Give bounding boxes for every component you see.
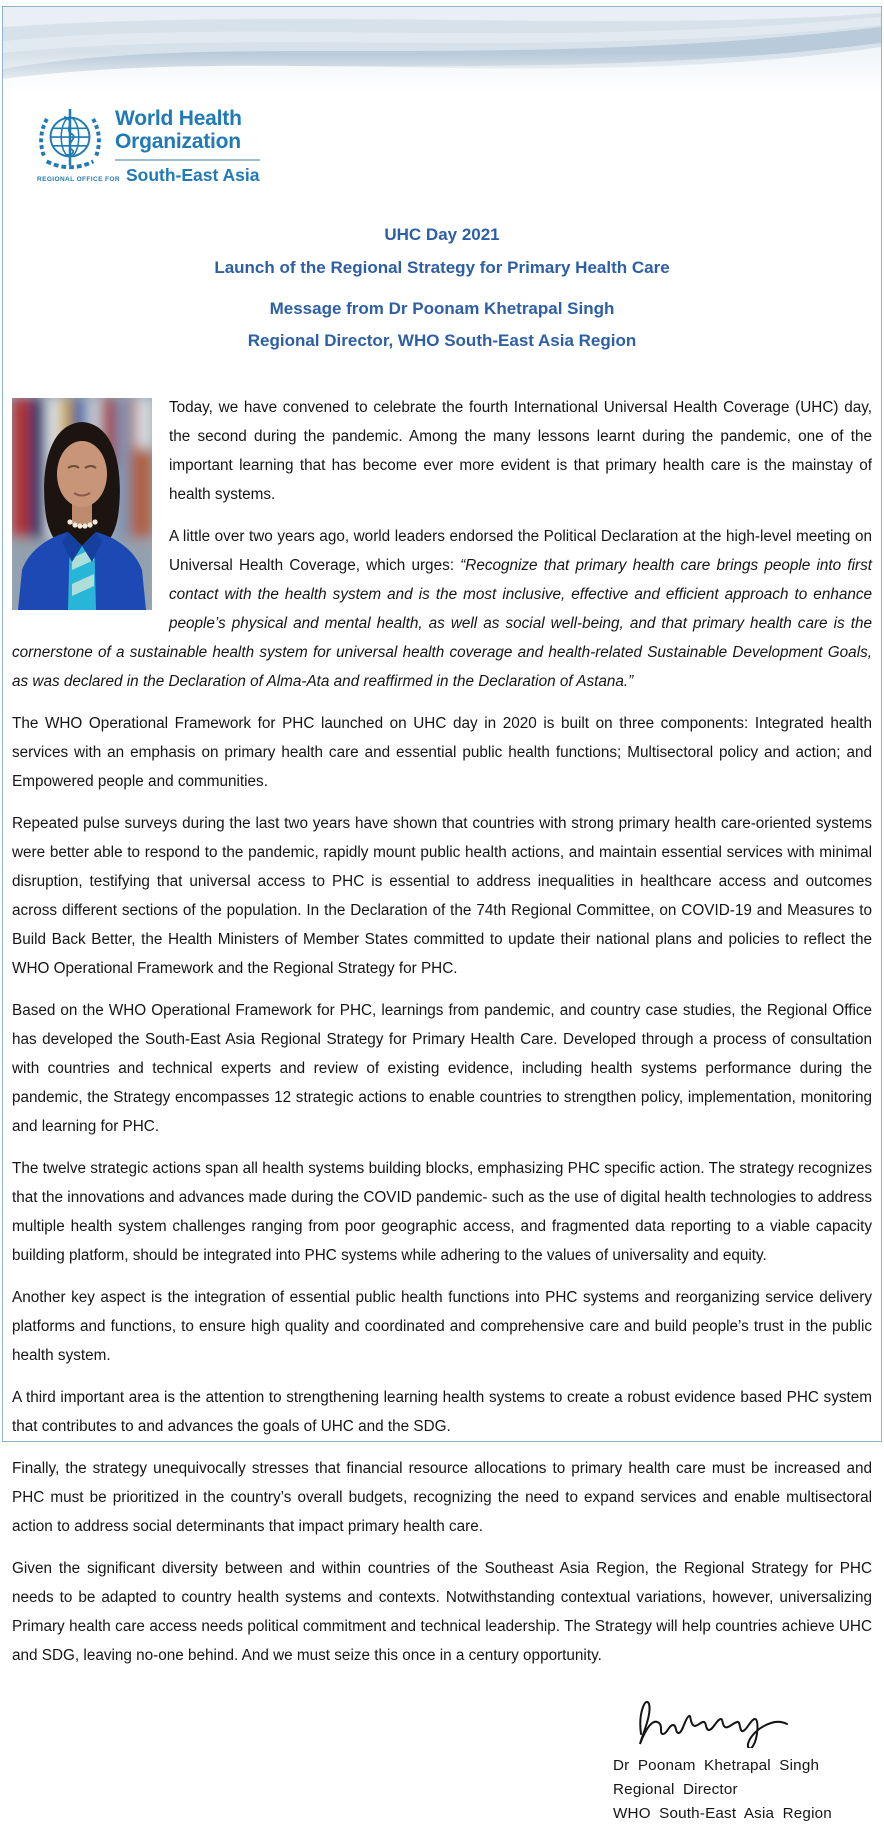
decorative-wave-banner (3, 7, 881, 95)
letter-sheet (2, 6, 882, 1442)
message-paragraph-9: Finally, the strategy unequivocally stresses that financial resource allocations to primary health care must be increased and PHC must be prioritized in the country’s overall budgets, recognizing the need to expand services and enable multisectoral action to address social determinants that impact primary health care. (12, 1454, 872, 1541)
message-paragraph-6: The twelve strategic actions span all health systems building blocks, emphasizing PHC specific action. The strategy recognizes that the innovations and advances made during the COVID pandemic- such as the use of digital health technologies to address multiple health system challenges ranging from poor geographic access, and fragmented data reporting to a viable capacity building platform, should be integrated into PHC systems while adhering to the values of universality and equity. (12, 1154, 872, 1270)
who-emblem-icon (35, 105, 105, 175)
signature-area (3, 1690, 857, 1826)
signatory-org: WHO South-East Asia Region (613, 1802, 857, 1826)
paragraph-2-lead: A little over two years ago, world leaders endorsed the Political Declaration at the high-level meeting on Universal Health Coverage, which urges: (169, 528, 872, 574)
logo-org-line2: Organization (115, 130, 260, 153)
document-titles (3, 218, 881, 357)
portrait-photo (12, 398, 152, 610)
logo-org-line1: World Health (115, 107, 260, 130)
message-paragraph-1: Today, we have convened to celebrate the fourth International Universal Health Coverage (UHC) day, the second during the pandemic. Among the many lessons learnt during the pandemic, one of the important learning that has become ever more evident is that primary health care is the mainstay of health systems. (12, 393, 872, 509)
who-logo (35, 105, 881, 186)
message-paragraph-3: The WHO Operational Framework for PHC launched on UHC day in 2020 is built on three components: Integrated health services with an emphasis on primary health care and essential public health functions; Multisectoral policy and action; and Empowered people and communities. (12, 709, 872, 796)
message-body (12, 393, 872, 1670)
paragraph-2-declaration-quote: “Recognize that primary health care brings people into first contact with the health system and is the most inclusive, effective and efficient approach to enhance people’s physical and mental health, as well as social well-being, and that primary health care is the cornerstone of a sustainable health system for universal health coverage and health-related Sustainable Development Goals, as was declared in the Declaration of Alma-Ata and reaffirmed in the Declaration of Astana.” (12, 557, 872, 690)
page-title-line1: UHC Day 2021 (3, 218, 881, 251)
message-paragraph-8: A third important area is the attention to strengthening learning health systems to create a robust evidence based PHC system that contributes to and advances the goals of UHC and the SDG. (12, 1383, 872, 1441)
message-paragraph-5: Based on the WHO Operational Framework for PHC, learnings from pandemic, and country case studies, the Regional Office has developed the South-East Asia Regional Strategy for Primary Health Care. Developed through a process of consultation with countries and technical experts and review of existing evidence, including health systems performance during the pandemic, the Strategy encompasses 12 strategic actions to enable countries to strengthen policy, implementation, monitoring and learning for PHC. (12, 996, 872, 1141)
message-paragraph-7: Another key aspect is the integration of essential public health functions into PHC systems and reorganizing service delivery platforms and functions, to ensure high quality and coordinated and comprehensive care and build people’s trust in the public health system. (12, 1283, 872, 1370)
signature-scrawl (631, 1690, 801, 1748)
page-subtitle-line1: Message from Dr Poonam Khetrapal Singh (3, 293, 881, 325)
logo-office-prefix: REGIONAL OFFICE FOR (37, 176, 120, 183)
logo-region: South-East Asia (126, 165, 260, 186)
signatory-name: Dr Poonam Khetrapal Singh (613, 1754, 857, 1778)
page-subtitle-line2: Regional Director, WHO South-East Asia Region (3, 325, 881, 357)
message-paragraph-10: Given the significant diversity between and within countries of the Southeast Asia Region, the Regional Strategy for PHC needs to be adapted to country health systems and contexts. Notwithstanding contextual variations, however, universalizing Primary health care access needs political commitment and technical leadership. The Strategy will help countries achieve UHC and SDG, leaving no-one behind. And we must seize this once in a century opportunity. (12, 1554, 872, 1670)
page-title-line2: Launch of the Regional Strategy for Primary Health Care (3, 251, 881, 284)
message-paragraph-4: Repeated pulse surveys during the last two years have shown that countries with strong primary health care-oriented systems were better able to respond to the pandemic, rapidly mount public health actions, and maintain essential services with minimal disruption, testifying that universal access to PHC is essential to address inequalities in healthcare access and outcomes across different sections of the population. In the Declaration of the 74th Regional Committee, on COVID-19 and Measures to Build Back Better, the Health Ministers of Member States committed to update their national plans and policies to reflect the WHO Operational Framework and the Regional Strategy for PHC. (12, 809, 872, 983)
signatory-title: Regional Director (613, 1778, 857, 1802)
